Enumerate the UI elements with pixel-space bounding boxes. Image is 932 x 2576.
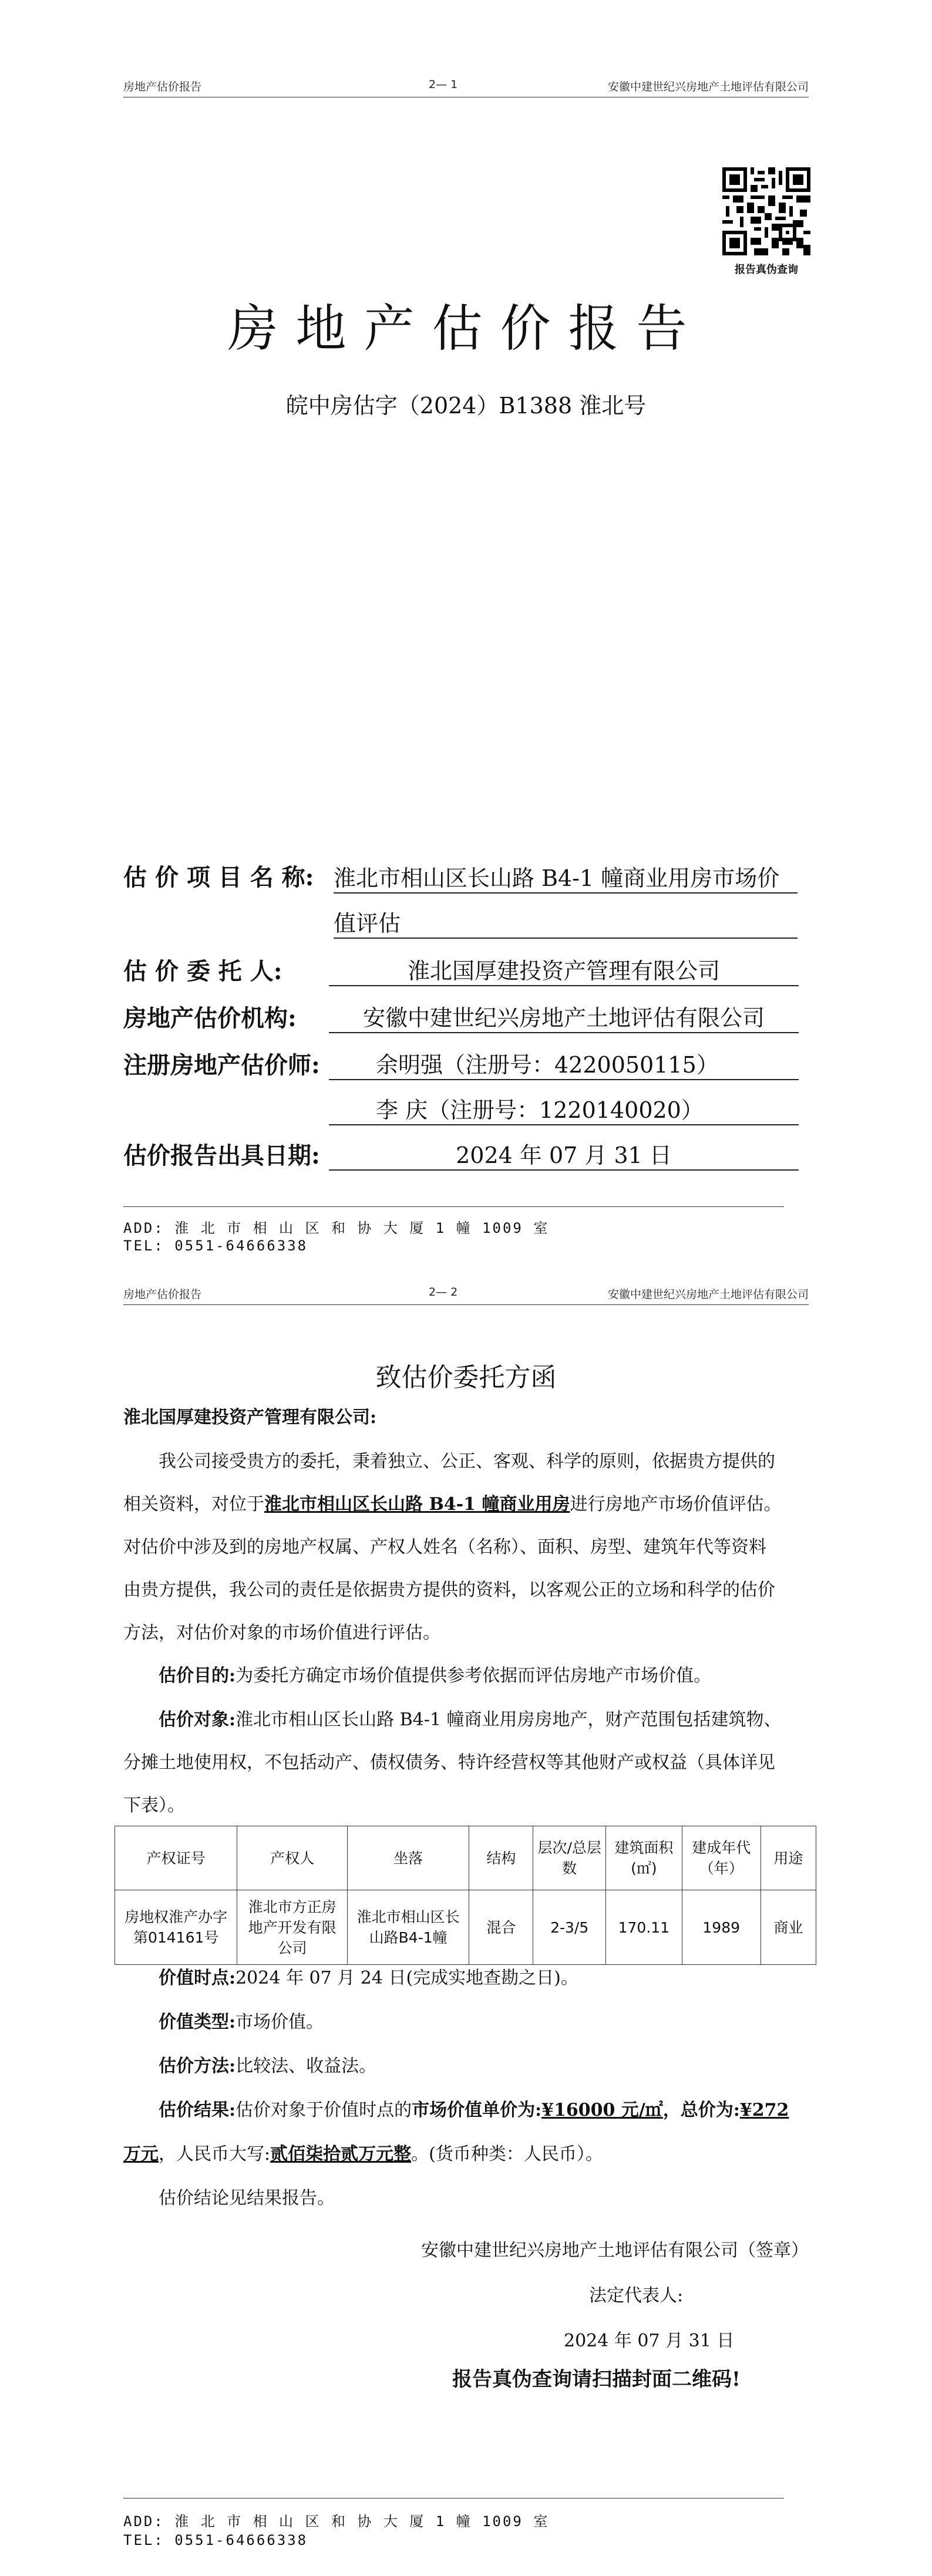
object-label: 估价对象: [159,1710,236,1730]
letter-date: 2024 年 07 月 31 日 [564,2331,735,2351]
value-type-label: 价值类型: [159,2012,236,2032]
date-label: 估价报告出具日期: [123,1142,320,1169]
table-cell: 混合 [469,1890,533,1965]
table-header-row [115,1826,816,1890]
object-line: 分摊土地使用权，不包括动产、债权债务、特许经营权等其他财产或权益（具体详见 [123,1752,775,1773]
qr-caption: 报告真伪查询 [735,264,798,276]
table-header: 产权人 [237,1826,348,1890]
legal-representative: 法定代表人: [589,2285,684,2306]
appraiser-label: 注册房地产估价师: [123,1051,320,1079]
text-segment: 相关资料，对位于 [123,1494,264,1515]
text-segment: 估价对象于价值时点的 [235,2100,412,2120]
value-time-label: 价值时点: [159,1968,236,1988]
header-page-number: 2— 1 [429,78,458,91]
agency-label: 房地产估价机构: [123,1004,297,1032]
footer-divider [123,2498,784,2499]
result-label: 估价结果: [159,2100,236,2120]
result-line [123,2102,816,2119]
table-header: 产权证号 [115,1826,237,1890]
method-line [123,2058,816,2075]
project-name-value-line1: 淮北市相山区长山路 B4-1 幢商业用房市场价 [334,860,798,893]
table-row [115,1890,816,1965]
table-cell: 房地权淮产办字第014161号 [115,1890,237,1965]
value-type-line [123,2014,816,2031]
footer-address: ADD: 淮 北 市 相 山 区 和 协 大 厦 1 幢 1009 室 [123,1220,550,1236]
table-cell: 1989 [682,1890,761,1965]
paragraph-line: 方法，对估价对象的市场价值进行评估。 [123,1623,440,1643]
text-segment: 市场价值单价为: [412,2100,542,2120]
footer-tel: TEL: 0551-64666338 [123,1238,308,1254]
date-value: 2024 年 07 月 31 日 [329,1137,799,1171]
header-right: 安徽中建世纪兴房地产土地评估有限公司 [607,80,809,93]
object-line: 下表）。 [123,1795,185,1816]
header-page-number: 2— 2 [429,1286,458,1299]
paragraph-line [123,1496,816,1513]
object-text: 淮北市相山区长山路 B4-1 幢商业用房房地产，财产范围包括建筑物、 [235,1710,782,1730]
total-price-words: 贰佰柒拾贰万元整 [270,2144,412,2164]
table-header: 坐落 [347,1826,469,1890]
header-left: 房地产估价报告 [123,1288,202,1301]
text-segment: ，总价为: [662,2100,740,2120]
header-right: 安徽中建世纪兴房地产土地评估有限公司 [607,1288,809,1301]
table-cell: 商业 [761,1890,816,1965]
appraiser-1: 余明强（注册号：4220050115） [329,1047,799,1080]
footer-tel: TEL: 0551-64666338 [123,2532,308,2548]
table-header: 用途 [761,1826,816,1890]
paragraph-line: 对估价中涉及到的房地产权属、产权人姓名（名称）、面积、房型、建筑年代等资料 [123,1537,766,1557]
qr-code-icon[interactable] [722,167,810,255]
document-number: 皖中房估字（2024）B1388 淮北号 [285,393,647,419]
unit-price: ¥16000 元/㎡ [541,2100,663,2120]
table-cell: 2-3/5 [533,1890,606,1965]
footer-address: ADD: 淮 北 市 相 山 区 和 协 大 厦 1 幢 1009 室 [123,2513,550,2530]
verification-notice: 报告真伪查询请扫描封面二维码! [452,2368,741,2391]
property-address-emphasis: 淮北市相山区长山路 B4-1 幢商业用房 [264,1494,570,1515]
footer-divider [123,1206,784,1207]
table-header: 层次/总层数 [533,1826,606,1890]
client-value: 淮北国厚建投资产管理有限公司 [329,953,799,986]
table-cell: 淮北市方正房地产开发有限公司 [237,1890,348,1965]
appraiser-2: 李 庆（注册号：1220140020） [329,1092,799,1125]
conclusion: 估价结论见结果报告。 [159,2188,335,2209]
text-segment: ，人民币大写: [159,2144,271,2164]
object-line [123,1711,816,1729]
agency-value: 安徽中建世纪兴房地产土地评估有限公司 [329,1000,799,1033]
page-header [123,1281,809,1305]
text-segment: 。(货币种类：人民币）。 [411,2144,603,2164]
result-line [123,2146,816,2163]
paragraph-line: 由贵方提供，我公司的责任是依据贵方提供的资料，以客观公正的立场和科学的估价 [123,1580,775,1600]
report-title: 房地产估价报告 [227,299,705,358]
purpose-line [123,1667,816,1685]
property-table [115,1826,816,1965]
method-label: 估价方法: [159,2056,236,2076]
page-header [123,73,809,97]
client-label: 估 价 委 托 人: [123,957,282,985]
letter-title: 致估价委托方函 [375,1363,557,1392]
letter-page [0,1274,932,2576]
text-segment: 进行房地产市场价值评估。 [570,1494,782,1515]
company-signature: 安徽中建世纪兴房地产土地评估有限公司（签章） [421,2240,809,2261]
cover-page [0,0,932,1274]
purpose-label: 估价目的: [159,1665,236,1686]
table-cell: 170.11 [606,1890,682,1965]
table-header: 结构 [469,1826,533,1890]
method-text: 比较法、收益法。 [235,2056,377,2076]
salutation: 淮北国厚建投资产管理有限公司: [123,1407,377,1428]
value-time-line [123,1970,816,1987]
total-price-unit: 万元 [123,2144,159,2164]
total-price: ¥272 [739,2100,789,2120]
paragraph-line: 我公司接受贵方的委托，秉着独立、公正、客观、科学的原则，依据贵方提供的 [159,1451,775,1472]
purpose-text: 为委托方确定市场价值提供参考依据而评估房地产市场价值。 [235,1665,712,1686]
table-cell: 淮北市相山区长山路B4-1幢 [347,1890,469,1965]
table-header: 建筑面积(㎡) [606,1826,682,1890]
project-name-label: 估 价 项 目 名 称: [123,864,314,891]
value-time-text: 2024 年 07 月 24 日(完成实地查勘之日)。 [235,1968,578,1988]
project-name-value-line2: 值评估 [334,905,798,939]
header-left: 房地产估价报告 [123,80,202,93]
table-header: 建成年代（年） [682,1826,761,1890]
value-type-text: 市场价值。 [235,2012,324,2032]
